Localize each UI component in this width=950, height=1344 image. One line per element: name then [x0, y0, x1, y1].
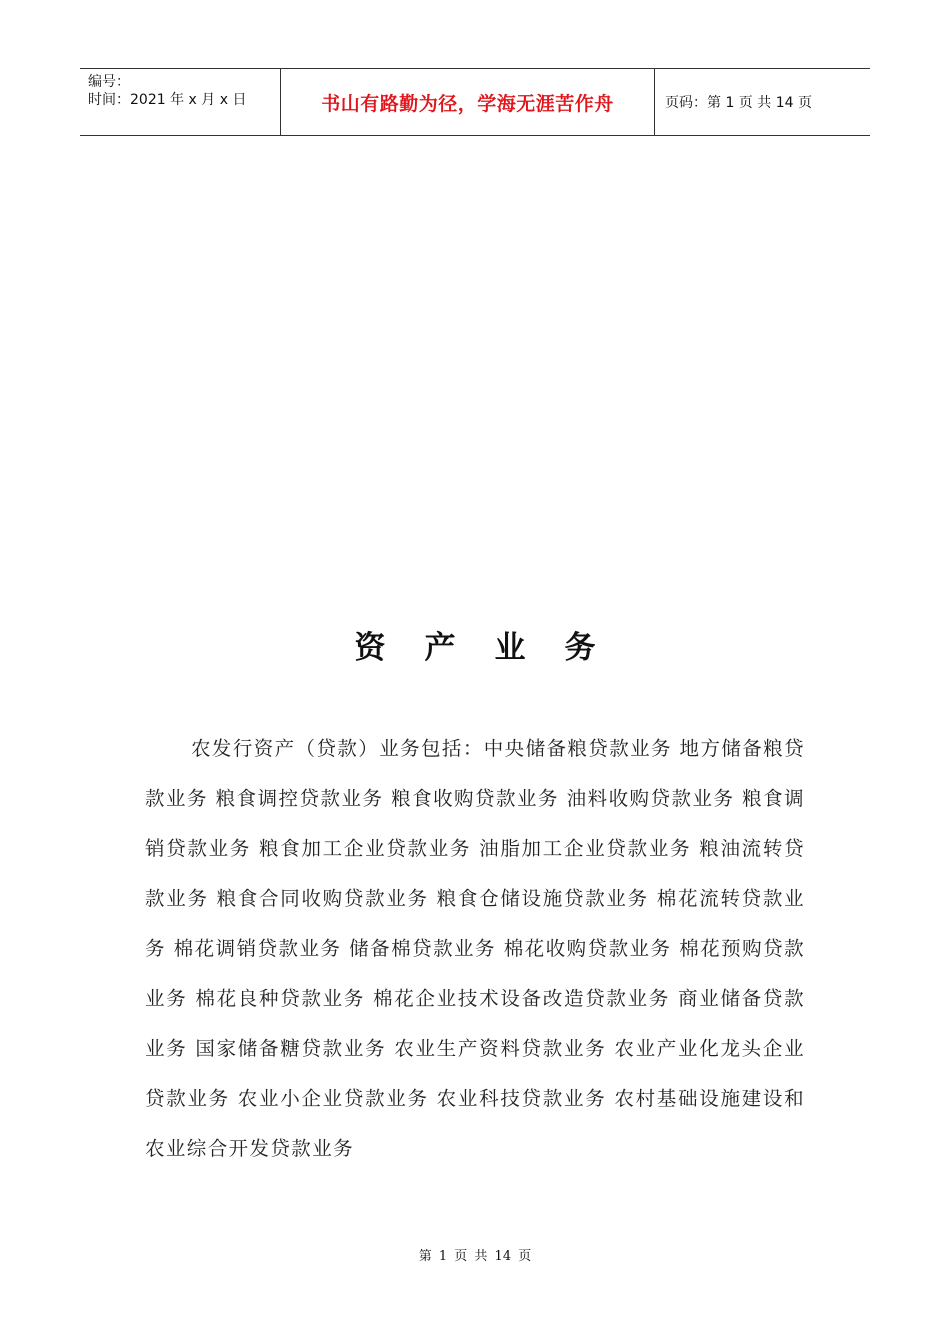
document-header	[80, 68, 870, 136]
header-page-cell	[655, 69, 870, 135]
page-footer: 第 1 页 共 14 页	[418, 1249, 532, 1264]
body-paragraph: 农发行资产（贷款）业务包括：中央储备粮贷款业务 地方储备粮贷款业务 粮食调控贷款业务 粮食收购贷款业务 油料收购贷款业务 粮食调销贷款业务 粮食加工企业贷款业务 油脂加工企业贷款业务 粮油流转贷款业务 粮食合同收购贷款业务 粮食仓储设施贷款业务 棉花流转贷款业务 棉花调销贷款业务 储备棉贷款业务 棉花收购贷款业务 棉花预购贷款业务 棉花良种贷款业务 棉花企业技术设备改造贷款业务 商业储备贷款业务 国家储备糖贷款业务 农业生产资料贷款业务 农业产业化龙头企业贷款业务 农业小企业贷款业务 农业科技贷款业务 农村基础设施建设和农业综合开发贷款业务	[145, 737, 805, 1160]
document-title: 资产业务	[354, 630, 635, 666]
document-date-label: 时间：2021 年 x 月 x 日	[88, 92, 247, 108]
document-number-label: 编号：	[88, 74, 130, 90]
header-page-info: 页码：第 1 页 共 14 页	[665, 95, 812, 111]
header-meta-cell	[80, 69, 281, 135]
header-motto: 书山有路勤为径，学海无涯苦作舟	[321, 92, 614, 115]
header-motto-cell	[281, 69, 655, 135]
